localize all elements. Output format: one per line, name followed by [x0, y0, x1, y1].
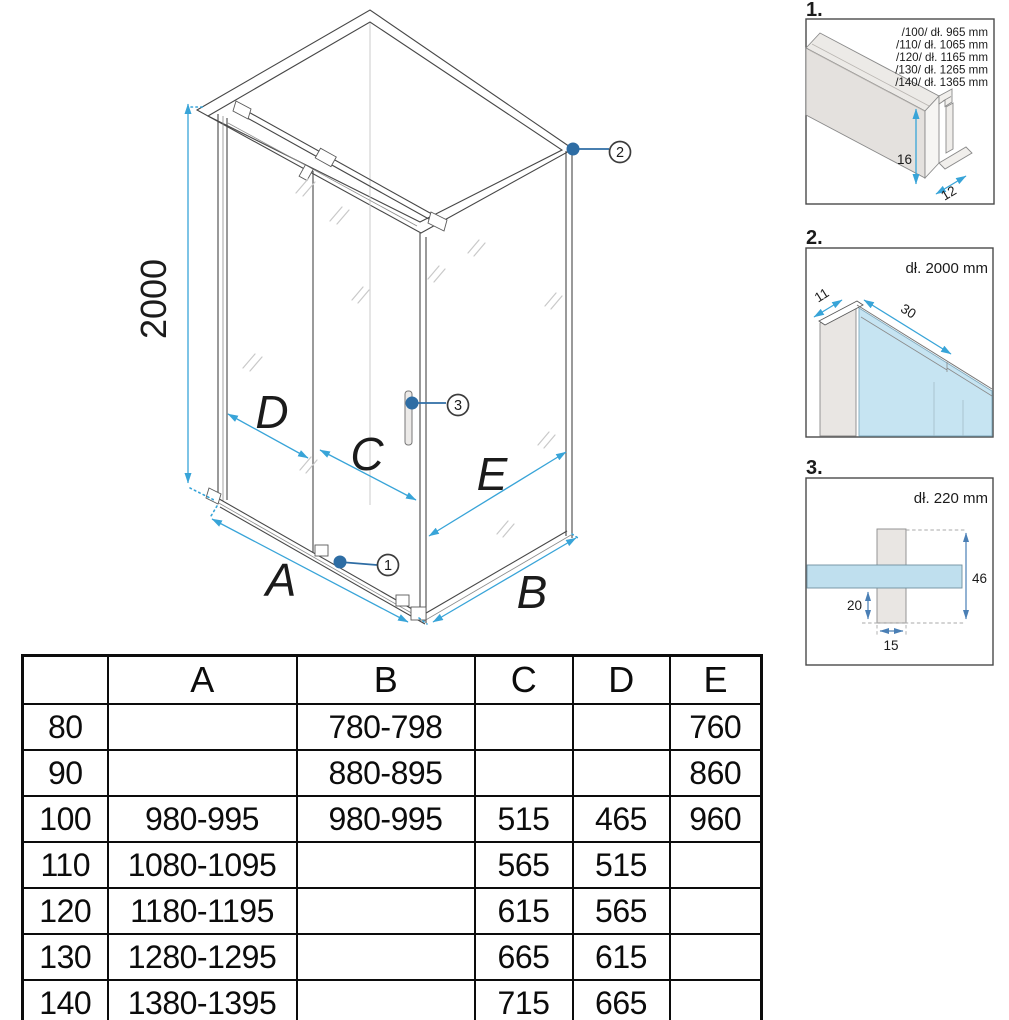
callout-1-number: 1: [383, 558, 393, 574]
table-cell: 565: [475, 842, 573, 888]
detail-3-section-drawing: [807, 529, 965, 637]
detail-3-length: dł. 220 mm: [913, 490, 988, 507]
top-rim-inner: [208, 22, 562, 222]
callout-2-number: 2: [615, 145, 625, 161]
length-option: /100/ dł. 965 mm: [901, 26, 988, 39]
table-cell: [297, 888, 475, 934]
table-cell: [297, 934, 475, 980]
left-wall-profile: [218, 114, 227, 503]
label-B: B: [516, 566, 548, 618]
callout-2: [567, 142, 631, 163]
table-header-row: [23, 656, 762, 705]
callout-3-dot: [406, 397, 419, 410]
table-header-cell: A: [108, 656, 297, 705]
table-cell: 120: [23, 888, 108, 934]
table-cell: 980-995: [108, 796, 297, 842]
label-E: E: [476, 448, 508, 500]
detail-1-dim16: 16: [896, 152, 912, 167]
label-A: A: [265, 554, 297, 606]
detail-1-dim12: 12: [938, 182, 959, 204]
detail-1-label: 1.: [806, 0, 823, 21]
main-isometric-enclosure: [133, 10, 631, 624]
glass-bar: [807, 565, 962, 588]
table-cell: 80: [23, 704, 108, 750]
profile-hook-section: [939, 89, 972, 169]
door-guide-block: [396, 595, 409, 606]
callout-1-dot: [334, 556, 347, 569]
table-cell: 760: [670, 704, 762, 750]
length-option: /130/ dł. 1265 mm: [895, 63, 988, 77]
table-cell: 1380-1395: [108, 980, 297, 1020]
table-cell: 515: [475, 796, 573, 842]
rail-bottom-left-cap: [206, 488, 221, 504]
table-cell: [297, 842, 475, 888]
table-cell: 565: [573, 888, 670, 934]
callout-2-dot: [567, 143, 580, 156]
table-cell: [670, 888, 762, 934]
dimension-D: [228, 386, 308, 458]
rail-left-cap: [233, 101, 251, 119]
table-cell: 880-895: [297, 750, 475, 796]
table-cell: 100: [23, 796, 108, 842]
table-cell: 1180-1195: [108, 888, 297, 934]
label-D: D: [255, 386, 289, 438]
length-option: /120/ dł. 1165 mm: [896, 51, 988, 64]
table-row: [23, 888, 762, 934]
table-row: [23, 750, 762, 796]
table-cell: [670, 980, 762, 1020]
callout-1: [334, 555, 399, 576]
table-cell: 960: [670, 796, 762, 842]
table-cell: [670, 934, 762, 980]
table-cell: 1080-1095: [108, 842, 297, 888]
dimension-E: [429, 448, 566, 536]
callout-3: [406, 395, 469, 416]
table-cell: [573, 704, 670, 750]
dimension-B: [433, 534, 578, 622]
glass-panel: [859, 308, 992, 436]
table-cell: 615: [573, 934, 670, 980]
table-row: [23, 704, 762, 750]
table-cell: 130: [23, 934, 108, 980]
detail-3-dim15: 15: [883, 638, 899, 653]
dimension-table: [21, 654, 763, 1020]
length-option: /110/ dł. 1065 mm: [896, 38, 988, 52]
table-cell: [108, 750, 297, 796]
dimension-C: [320, 428, 416, 500]
table-header-cell: E: [670, 656, 762, 705]
detail-1-rail-profile: [806, 0, 994, 204]
table-cell: 615: [475, 888, 573, 934]
door-rail: [233, 101, 447, 231]
detail-2-label: 2.: [806, 227, 823, 249]
table-row: [23, 934, 762, 980]
table-header-cell: C: [475, 656, 573, 705]
table-cell: [573, 750, 670, 796]
table-cell: 1280-1295: [108, 934, 297, 980]
table-cell: 665: [475, 934, 573, 980]
table-cell: 860: [670, 750, 762, 796]
detail-2-wall-profile: [806, 227, 993, 437]
table-cell: 780-798: [297, 704, 475, 750]
table-cell: 90: [23, 750, 108, 796]
table-cell: [475, 750, 573, 796]
detail-2-dim30: 30: [898, 300, 919, 322]
table-cell: [297, 980, 475, 1020]
table-header-cell: B: [297, 656, 475, 705]
table-cell: 515: [573, 842, 670, 888]
length-option: /140/ dł. 1365 mm: [895, 76, 988, 89]
detail-3-handle-section: [806, 457, 993, 665]
table-cell: 715: [475, 980, 573, 1020]
callout-3-number: 3: [453, 398, 463, 414]
door-guide-block: [315, 545, 328, 556]
table-cell: 110: [23, 842, 108, 888]
detail-2-section-drawing: [819, 301, 992, 436]
detail-3-dim46: 46: [972, 571, 988, 586]
detail-2-dim11: 11: [811, 285, 832, 306]
label-C: C: [350, 428, 384, 480]
table-header-cell: [23, 656, 108, 705]
detail-2-length: dł. 2000 mm: [905, 260, 988, 277]
table-cell: [108, 704, 297, 750]
profile-end-face: [925, 96, 939, 178]
table-cell: [475, 704, 573, 750]
table-cell: 980-995: [297, 796, 475, 842]
glass-top-edge: [228, 123, 417, 226]
table-row: [23, 796, 762, 842]
detail-1-length-list: [895, 26, 988, 89]
table-row: [23, 980, 762, 1020]
table-row: [23, 842, 762, 888]
detail-3-label: 3.: [806, 457, 823, 479]
table-cell: 665: [573, 980, 670, 1020]
front-corner-profile: [420, 233, 426, 623]
table-cell: [670, 842, 762, 888]
table-cell: 465: [573, 796, 670, 842]
table-header-cell: D: [573, 656, 670, 705]
detail-3-dim20: 20: [846, 598, 862, 613]
height-dimension-2000: [133, 104, 214, 500]
height-label: 2000: [133, 258, 174, 340]
table-cell: 140: [23, 980, 108, 1020]
